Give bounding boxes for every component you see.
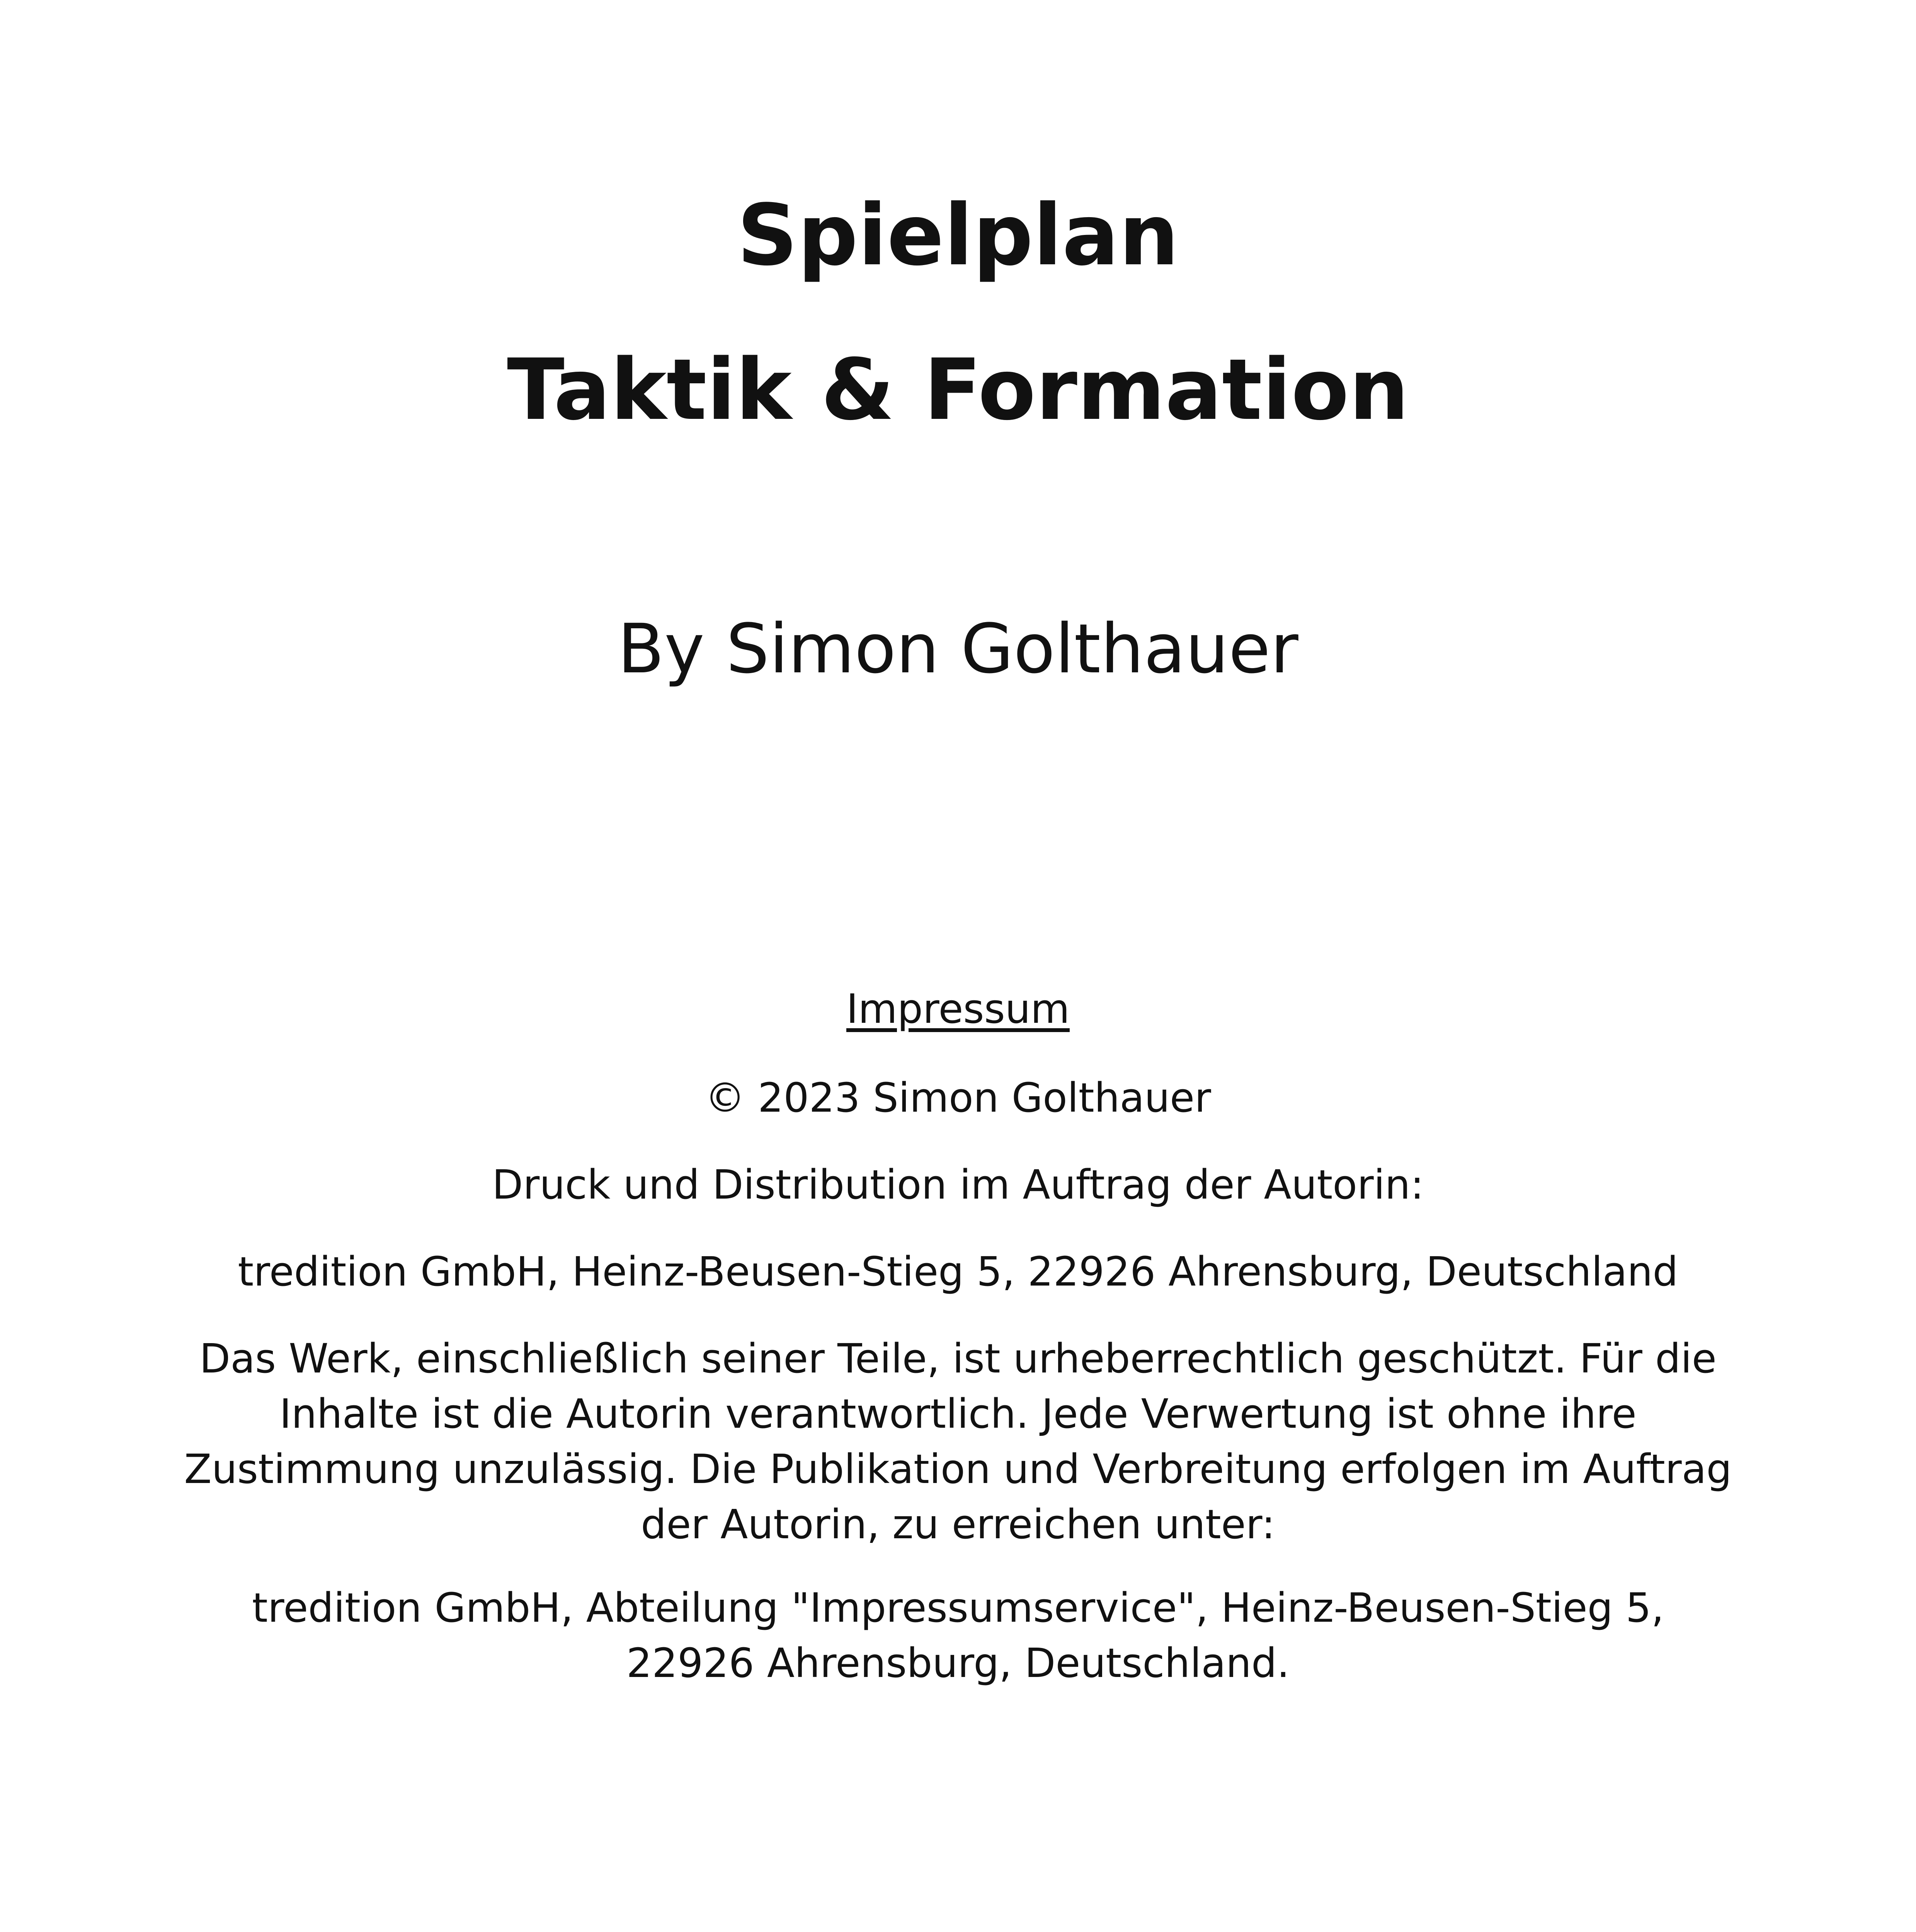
distribution-line: Druck und Distribution im Auftrag der Autorin: <box>492 1161 1424 1208</box>
copyright-line: © 2023 Simon Golthauer <box>705 1074 1211 1121</box>
publisher-address: tredition GmbH, Heinz-Beusen-Stieg 5, 22926 Ahrensburg, Deutschland <box>238 1248 1678 1295</box>
impressum-service-address: tredition GmbH, Abteilung "Impressumservice", Heinz-Beusen-Stieg 5, 22926 Ahrensburg, Deutschland. <box>252 1584 1664 1687</box>
document-subtitle: Taktik & Formation <box>507 341 1409 439</box>
author-line: By Simon Golthauer <box>618 609 1298 689</box>
document-title: Spielplan <box>737 187 1179 284</box>
copyright-notice: Das Werk, einschließlich seiner Teile, ist urheberrechtlich geschützt. Für die Inhalte ist die Autorin verantwortlich. Jede Verwertung ist ohne ihre Zustimmung unzulässig. Die Publikation und Verbreitung erfolgen im Auftrag der Autorin, zu erreichen unter: <box>184 1335 1732 1548</box>
impressum-heading: Impressum <box>846 985 1070 1032</box>
